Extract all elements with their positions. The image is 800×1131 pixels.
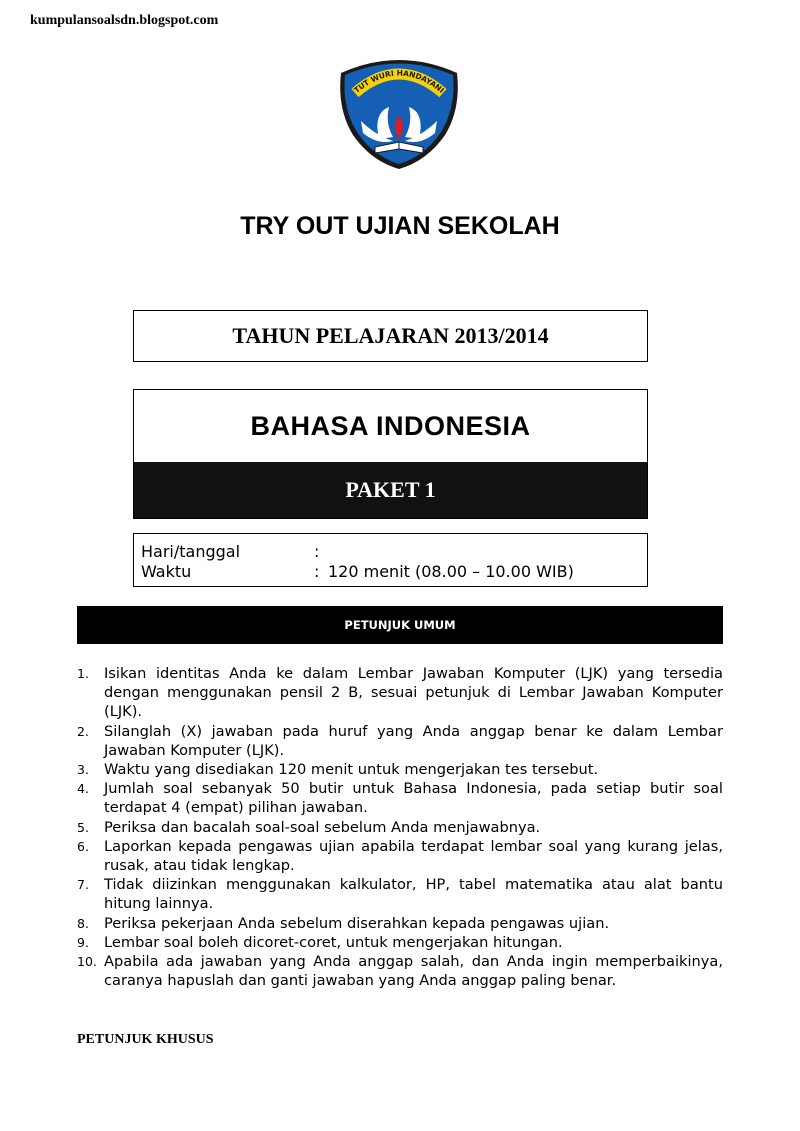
subject-name: BAHASA INDONESIA [250,410,531,441]
logo-motto: TUT WURI HANDAYANI [352,68,446,95]
package-bar [134,462,647,518]
special-instructions-title: PETUNJUK KHUSUS [77,1032,214,1047]
item-text: Silanglah (X) jawaban pada huruf yang Anda anggap benar ke dalam Lembar Jawaban Komputer (LJK). [104,722,723,759]
instruction-list [77,664,723,990]
item-text: Lembar soal boleh dicoret-coret, untuk mengerjakan hitungan. [104,933,563,951]
item-number: 7. [77,877,89,893]
general-instructions-header [77,606,723,644]
list-item [77,818,723,837]
general-instructions-title: PETUNJUK UMUM [344,618,456,632]
item-number: 10. [77,954,97,970]
item-number: 2. [77,723,89,739]
info-value: 120 menit (08.00 – 10.00 WIB) [328,562,574,581]
item-text: Isikan identitas Anda ke dalam Lembar Jawaban Komputer (LJK) yang tersedia dengan menggunakan pensil 2 B, sesuai petunjuk di Lembar Jawaban Komputer (LJK). [104,665,723,721]
info-colon: : [314,542,320,561]
item-number: 3. [77,762,89,778]
list-item [77,875,723,913]
package-label: PAKET 1 [345,477,436,502]
info-colon: : [314,562,320,581]
academic-year: TAHUN PELAJARAN 2013/2014 [232,323,549,348]
item-number: 9. [77,934,89,950]
list-item [77,933,723,952]
item-text: Waktu yang disediakan 120 menit untuk mengerjakan tes tersebut. [104,761,599,779]
list-item [77,837,723,875]
item-number: 5. [77,819,89,835]
info-label: Waktu [141,562,192,581]
exam-title: TRY OUT UJIAN SEKOLAH [240,212,560,240]
item-text: Periksa pekerjaan Anda sebelum diserahkan kepada pengawas ujian. [104,914,610,932]
list-item [77,914,723,933]
item-number: 4. [77,781,89,797]
item-number: 6. [77,838,89,854]
item-text: Jumlah soal sebanyak 50 butir untuk Bahasa Indonesia, pada setiap butir soal terdapat 4 (empat) pilihan jawaban. [104,780,723,817]
item-number: 8. [77,915,89,931]
exam-info-box [133,533,648,587]
site-watermark: kumpulansoalsdn.blogspot.com [30,13,219,28]
item-text: Periksa dan bacalah soal-soal sebelum Anda menjawabnya. [104,818,541,836]
academic-year-box [133,310,648,362]
item-text: Apabila ada jawaban yang Anda anggap salah, dan Anda ingin memperbaikinya, caranya hapuslah dan ganti jawaban yang Anda anggap paling benar. [104,953,723,990]
list-item [77,779,723,817]
list-item [77,760,723,779]
subject-box [133,389,648,519]
list-item [77,722,723,760]
item-text: Tidak diizinkan menggunakan kalkulator, HP, tabel matematika atau alat bantu hitung lainnya. [104,876,723,913]
item-number: 1. [77,666,89,681]
info-label: Hari/tanggal [141,542,241,561]
tut-wuri-handayani-logo-icon [335,53,463,171]
list-item [77,952,723,990]
item-text: Laporkan kepada pengawas ujian apabila terdapat lembar soal yang kurang jelas, rusak, atau tidak lengkap. [104,837,723,875]
list-item [77,664,723,722]
